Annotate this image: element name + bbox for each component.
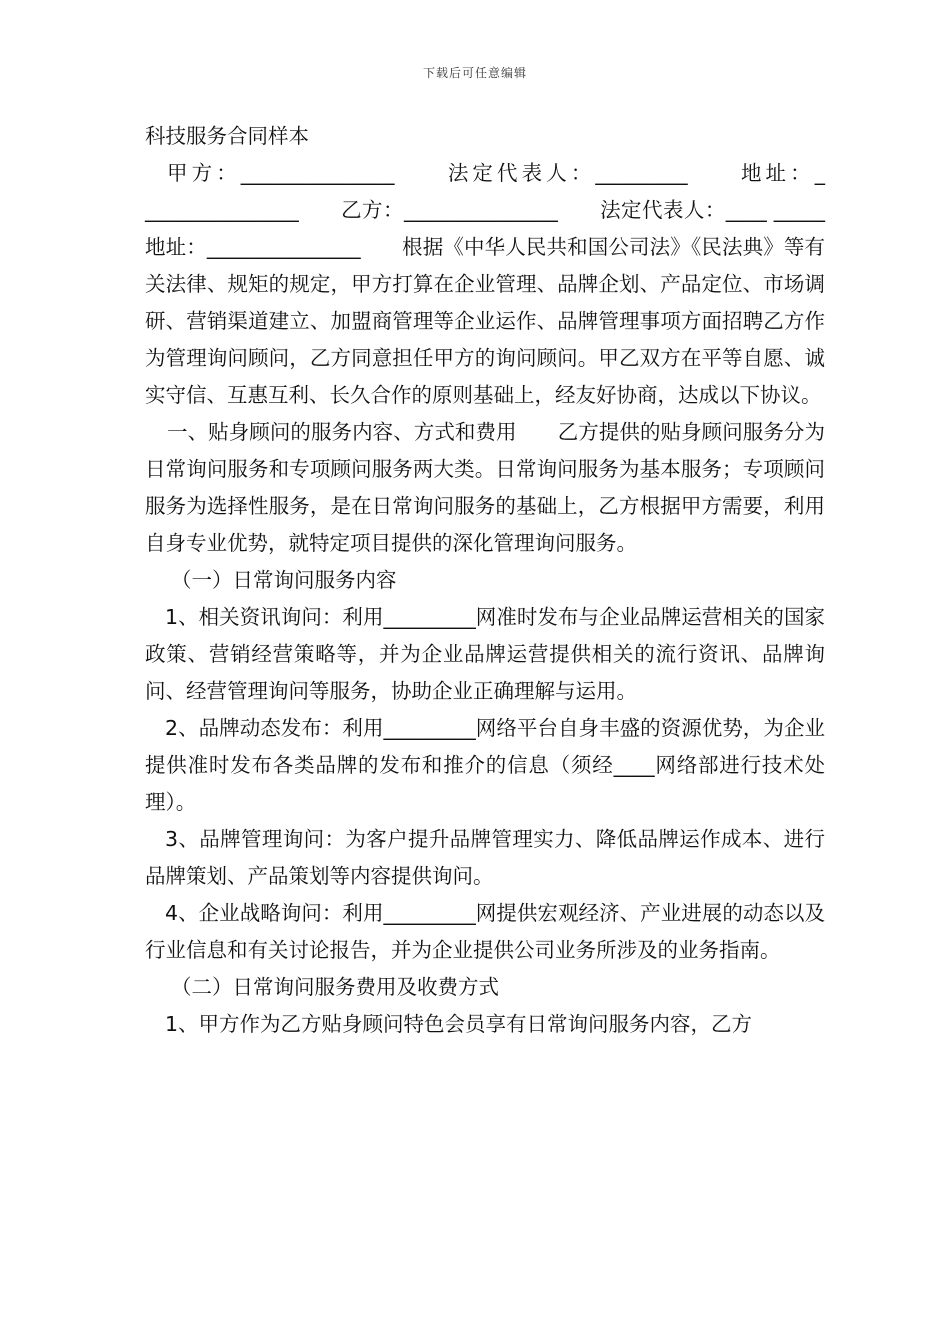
page-header: 下载后可任意编辑 [422, 66, 527, 80]
paragraph-item-2-brand-dynamics: 2、品牌动态发布：利用_________网络平台自身丰盛的资源优势，为企业提供准时发布各类品牌的发布和推介的信息（须经____网络部进行技术处理）。 [145, 716, 825, 814]
subheading-daily-consulting-content: （一）日常询问服务内容 [171, 568, 397, 592]
paragraph-section-one: 一、贴身顾问的服务内容、方式和费用 乙方提供的贴身顾问服务分为日常询问服务和专项顾问服务两大类。日常询问服务为基本服务；专项顾问服务为选择性服务，是在日常询问服务的基础上，乙方根据甲方需要，利用自身专业优势，就特定项目提供的深化管理询问服务。 [145, 420, 825, 555]
paragraph-parties-and-preamble: 甲方：_______________ 法定代表人：_________ 地址：_ _______________ 乙方：_______________ 法定代表人：____ _____ 地址：_______________ 根据《中华人民共和国公司法》《民法典》等有关法律、规矩的规定，甲方打算在企业管理、品牌企划、产品定位、市场调研、营销渠道建立、加盟商管理等企业运作、品牌管理事项方面招聘乙方作为管理询问顾问，乙方同意担任甲方的询问顾问。甲乙双方在平等自愿、诚实守信、互惠互利、长久合作的原则基础上，经友好协商，达成以下协议。 [145, 161, 866, 407]
paragraph-item-3-brand-management: 3、品牌管理询问：为客户提升品牌管理实力、降低品牌运作成本、进行品牌策划、产品策划等内容提供询问。 [145, 827, 825, 888]
paragraph-fees-item-1: 1、甲方作为乙方贴身顾问特色会员享有日常询问服务内容，乙方 [165, 1012, 753, 1036]
paragraph-item-4-enterprise-strategy: 4、企业战略询问：利用_________网提供宏观经济、产业进展的动态以及行业信息和有关讨论报告，并为企业提供公司业务所涉及的业务指南。 [145, 901, 825, 962]
document-body [145, 118, 866, 1043]
document-title: 科技服务合同样本 [145, 124, 309, 148]
subheading-daily-consulting-fees: （二）日常询问服务费用及收费方式 [171, 975, 499, 999]
paragraph-item-1-information-consulting: 1、相关资讯询问：利用_________网准时发布与企业品牌运营相关的国家政策、营销经营策略等，并为企业品牌运营提供相关的流行资讯、品牌询问、经营管理询问等服务，协助企业正确理解与运用。 [145, 605, 825, 703]
